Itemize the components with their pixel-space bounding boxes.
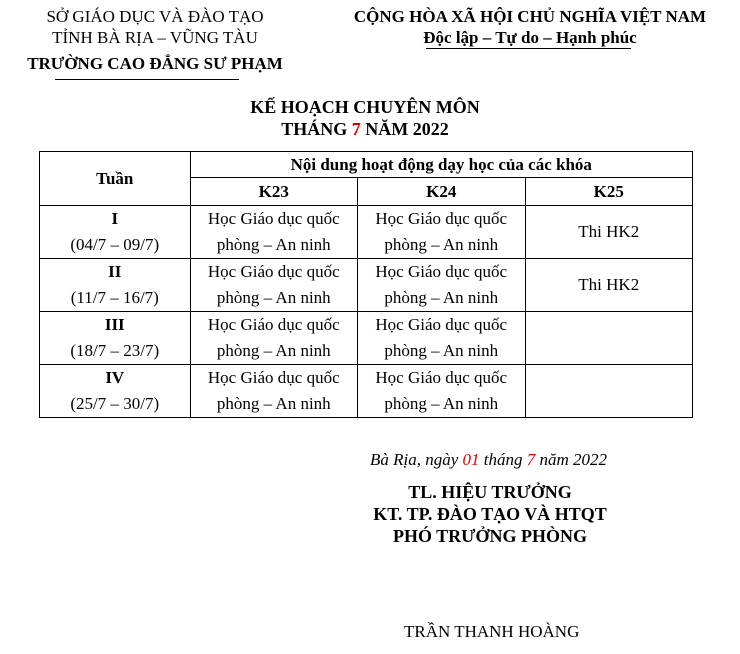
signer-name: TRẦN THANH HOÀNG — [404, 622, 580, 641]
k23-cell — [190, 312, 357, 365]
sign-title-2: KT. TP. ĐÀO TẠO VÀ HTQT — [373, 504, 607, 524]
week-number: I — [111, 209, 119, 228]
week-header: Tuần — [40, 152, 191, 206]
plan-table — [39, 151, 693, 418]
title-month-prefix: THÁNG — [281, 119, 352, 139]
table-row — [40, 259, 693, 312]
table-row — [40, 365, 693, 418]
k25-cell: Thi HK2 — [525, 206, 693, 259]
date-mid: tháng — [479, 450, 527, 469]
sign-title-3: PHÓ TRƯỞNG PHÒNG — [392, 526, 587, 546]
k25-cell — [525, 365, 693, 418]
k23-text-line: Học Giáo dục quốc — [207, 262, 340, 281]
signature-block — [350, 481, 630, 547]
date-year: năm 2022 — [535, 450, 608, 469]
course-header-k25: K25 — [525, 178, 693, 206]
date-place-line — [370, 450, 607, 470]
week-dates: (18/7 – 23/7) — [70, 341, 160, 360]
week-cell — [40, 259, 191, 312]
week-cell — [40, 206, 191, 259]
k23-text-line: phòng – An ninh — [216, 394, 331, 413]
k24-text-line: phòng – An ninh — [384, 288, 499, 307]
k24-cell — [358, 312, 525, 365]
title-line1: KẾ HOẠCH CHUYÊN MÔN — [250, 97, 480, 117]
date-month: 7 — [526, 450, 536, 469]
k23-cell — [190, 365, 357, 418]
k24-text-line: Học Giáo dục quốc — [375, 209, 508, 228]
k23-cell — [190, 206, 357, 259]
week-number: III — [104, 315, 125, 334]
province-name: TỈNH BÀ RỊA – VŨNG TÀU — [52, 28, 258, 47]
title-month-suffix: NĂM 2022 — [360, 119, 449, 139]
week-cell — [40, 312, 191, 365]
department-name: SỞ GIÁO DỤC VÀ ĐÀO TẠO — [46, 7, 264, 26]
k23-text-line: phòng – An ninh — [216, 235, 331, 254]
week-dates: (11/7 – 16/7) — [70, 288, 159, 307]
national-motto: Độc lập – Tự do – Hạnh phúc — [423, 28, 637, 47]
date-place: Bà Rịa, ngày — [370, 450, 463, 469]
document-title — [200, 96, 530, 140]
issuer-block — [20, 6, 290, 74]
school-underline — [55, 79, 239, 80]
week-dates: (25/7 – 30/7) — [70, 394, 160, 413]
k23-cell — [190, 259, 357, 312]
k23-text-line: phòng – An ninh — [216, 288, 331, 307]
k24-text-line: Học Giáo dục quốc — [375, 262, 508, 281]
k24-text-line: Học Giáo dục quốc — [375, 368, 508, 387]
week-number: II — [108, 262, 122, 281]
school-name: TRƯỜNG CAO ĐẲNG SƯ PHẠM — [27, 54, 283, 73]
title-line2 — [200, 118, 530, 140]
week-cell — [40, 365, 191, 418]
table-header-row — [40, 152, 693, 178]
k24-cell — [358, 206, 525, 259]
course-header-k23: K23 — [190, 178, 357, 206]
k25-cell — [525, 312, 693, 365]
k24-cell — [358, 365, 525, 418]
k24-text-line: phòng – An ninh — [384, 341, 499, 360]
course-header-k24: K24 — [358, 178, 525, 206]
k23-text-line: Học Giáo dục quốc — [207, 209, 340, 228]
k24-text-line: phòng – An ninh — [384, 394, 499, 413]
k23-text-line: phòng – An ninh — [216, 341, 331, 360]
table-row — [40, 206, 693, 259]
week-dates: (04/7 – 09/7) — [70, 235, 160, 254]
k23-text-line: Học Giáo dục quốc — [207, 368, 340, 387]
k25-cell: Thi HK2 — [525, 259, 693, 312]
title-month: 7 — [351, 119, 361, 139]
motto-underline — [426, 48, 631, 49]
week-number: IV — [105, 368, 125, 387]
sign-title-1: TL. HIỆU TRƯỞNG — [408, 482, 572, 502]
k24-text-line: phòng – An ninh — [384, 235, 499, 254]
date-day: 01 — [462, 450, 480, 469]
table-row — [40, 312, 693, 365]
k24-text-line: Học Giáo dục quốc — [375, 315, 508, 334]
k24-cell — [358, 259, 525, 312]
country-name: CỘNG HÒA XÃ HỘI CHỦ NGHĨA VIỆT NAM — [353, 7, 707, 26]
k23-text-line: Học Giáo dục quốc — [207, 315, 340, 334]
content-group-header: Nội dung hoạt động dạy học của các khóa — [190, 152, 692, 178]
national-header — [330, 6, 730, 48]
